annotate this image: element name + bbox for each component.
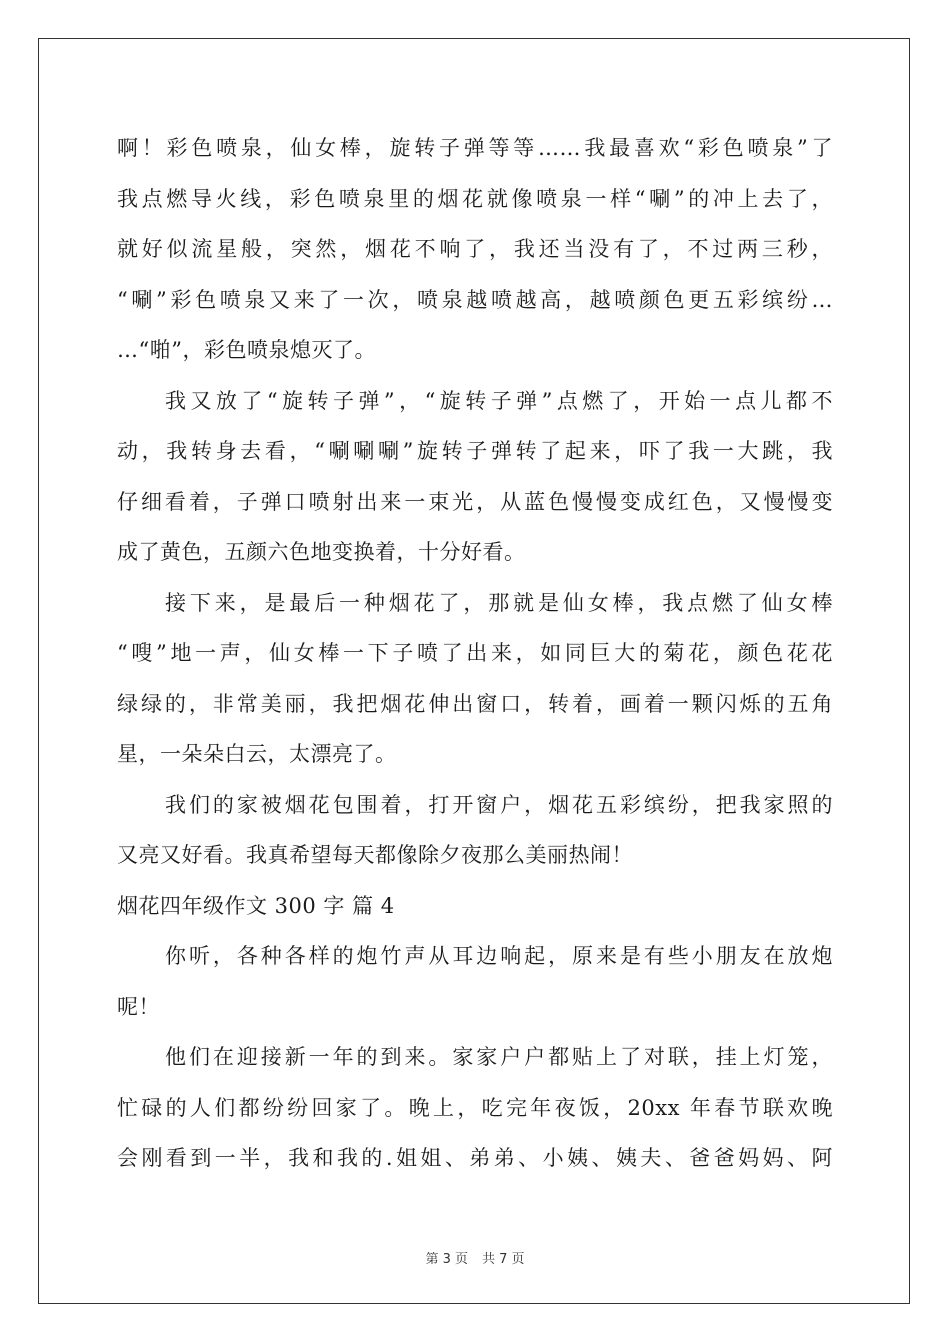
section-heading: 烟花四年级作文 300 字 篇 4 — [117, 893, 395, 918]
page-number-current: 第 3 页 — [425, 1252, 468, 1267]
text-line: 仔细看着，子弹口喷射出来一束光，从蓝色慢慢变成红色，又慢慢变 — [117, 489, 833, 514]
paragraph-first-line: 你听，各种各样的炮竹声从耳边响起，原来是有些小朋友在放炮 — [165, 944, 833, 968]
text-line: “唰”彩色喷泉又来了一次，喷泉越喷越高，越喷颜色更五彩缤纷… — [117, 287, 833, 312]
paragraph-first-line: 接下来，是最后一种烟花了，那就是仙女棒，我点燃了仙女棒 — [165, 590, 833, 615]
text-line: 我点燃导火线，彩色喷泉里的烟花就像喷泉一样“唰”的冲上去了， — [117, 186, 833, 211]
paragraph-first-line: 他们在迎接新一年的到来。家家户户都贴上了对联，挂上灯笼， — [165, 1045, 833, 1069]
text-line: 呢！ — [117, 994, 160, 1019]
page-number-total: 共 7 页 — [482, 1252, 525, 1267]
text-line: …“啪”，彩色喷泉熄灭了。 — [117, 338, 376, 362]
text-line: 又亮又好看。我真希望每天都像除夕夜那么美丽热闹！ — [117, 843, 633, 867]
text-line: 啊！彩色喷泉，仙女棒，旋转子弹等等……我最喜欢“彩色喷泉”了 — [117, 136, 833, 160]
text-line: 绿绿的，非常美丽，我把烟花伸出窗口，转着，画着一颗闪烁的五角 — [117, 691, 833, 716]
paragraph-first-line: 我们的家被烟花包围着，打开窗户，烟花五彩缤纷，把我家照的 — [165, 792, 833, 817]
document-body — [117, 123, 833, 1184]
text-line: 成了黄色，五颜六色地变换着，十分好看。 — [117, 540, 526, 564]
text-line: 会刚看到一半，我和我的.姐姐、弟弟、小姨、姨夫、爸爸妈妈、阿 — [117, 1146, 833, 1170]
text-line: 动，我转身去看，“唰唰唰”旋转子弹转了起来，吓了我一大跳，我 — [117, 439, 833, 463]
text-line: 就好似流星般，突然，烟花不响了，我还当没有了，不过两三秒， — [117, 237, 833, 261]
text-line: “嗖”地一声，仙女棒一下子喷了出来，如同巨大的菊花，颜色花花 — [117, 641, 833, 665]
text-line: 星，一朵朵白云，太漂亮了。 — [117, 742, 397, 766]
text-line: 忙碌的人们都纷纷回家了。晚上，吃完年夜饭，20xx 年春节联欢晚 — [117, 1095, 833, 1120]
paragraph-first-line: 我又放了“旋转子弹”，“旋转子弹”点燃了，开始一点儿都不 — [165, 388, 833, 413]
page-footer — [0, 1248, 950, 1267]
